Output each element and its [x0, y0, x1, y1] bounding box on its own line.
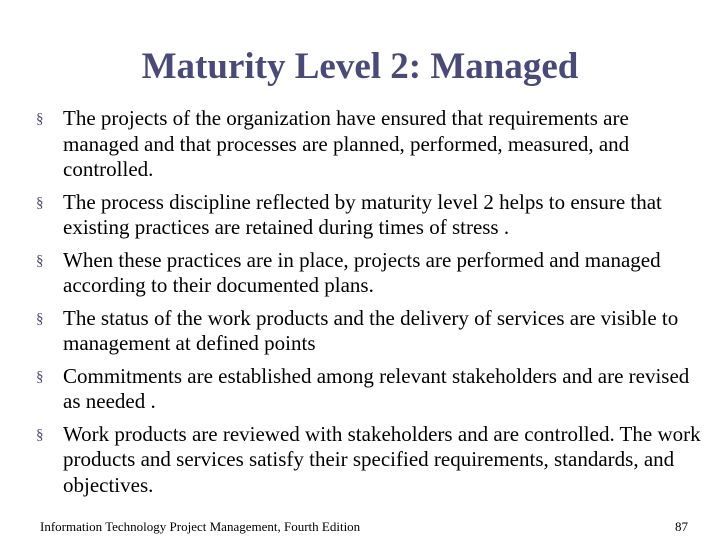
bullet-item	[36, 248, 706, 299]
bullet-item	[36, 422, 706, 499]
bullet-text: Commitments are established among relevant stakeholders and are revised as needed .	[63, 363, 690, 413]
page-number: 87	[675, 519, 688, 534]
bullet-text: The process discipline reflected by maturity level 2 helps to ensure that existing practices are retained during times of stress .	[63, 189, 662, 239]
bullet-text: When these practices are in place, projects are performed and managed according to their documented plans.	[63, 247, 661, 297]
bullet-text: Work products are reviewed with stakeholders and are controlled. The work products and services satisfy their specified requirements, standards, and objectives.	[63, 421, 701, 497]
footer-source: Information Technology Project Management, Fourth Edition	[40, 519, 361, 534]
bullet-item	[36, 306, 706, 357]
section-sign-icon: §	[36, 252, 44, 269]
section-sign-icon: §	[36, 368, 44, 385]
slide-title: Maturity Level 2: Managed	[141, 46, 579, 87]
section-sign-icon: §	[36, 111, 44, 127]
bullet-item	[36, 106, 706, 183]
section-sign-icon: §	[36, 310, 44, 327]
section-sign-icon: §	[36, 426, 44, 443]
bullet-list	[36, 106, 706, 505]
bullet-item	[36, 364, 706, 415]
bullet-text: The status of the work products and the delivery of services are visible to management at defined points	[63, 305, 679, 355]
bullet-item	[36, 190, 706, 241]
bullet-text: The projects of the organization have ensured that requirements are managed and that processes are planned, performed, measured, and controlled.	[63, 106, 630, 181]
section-sign-icon: §	[36, 194, 44, 211]
